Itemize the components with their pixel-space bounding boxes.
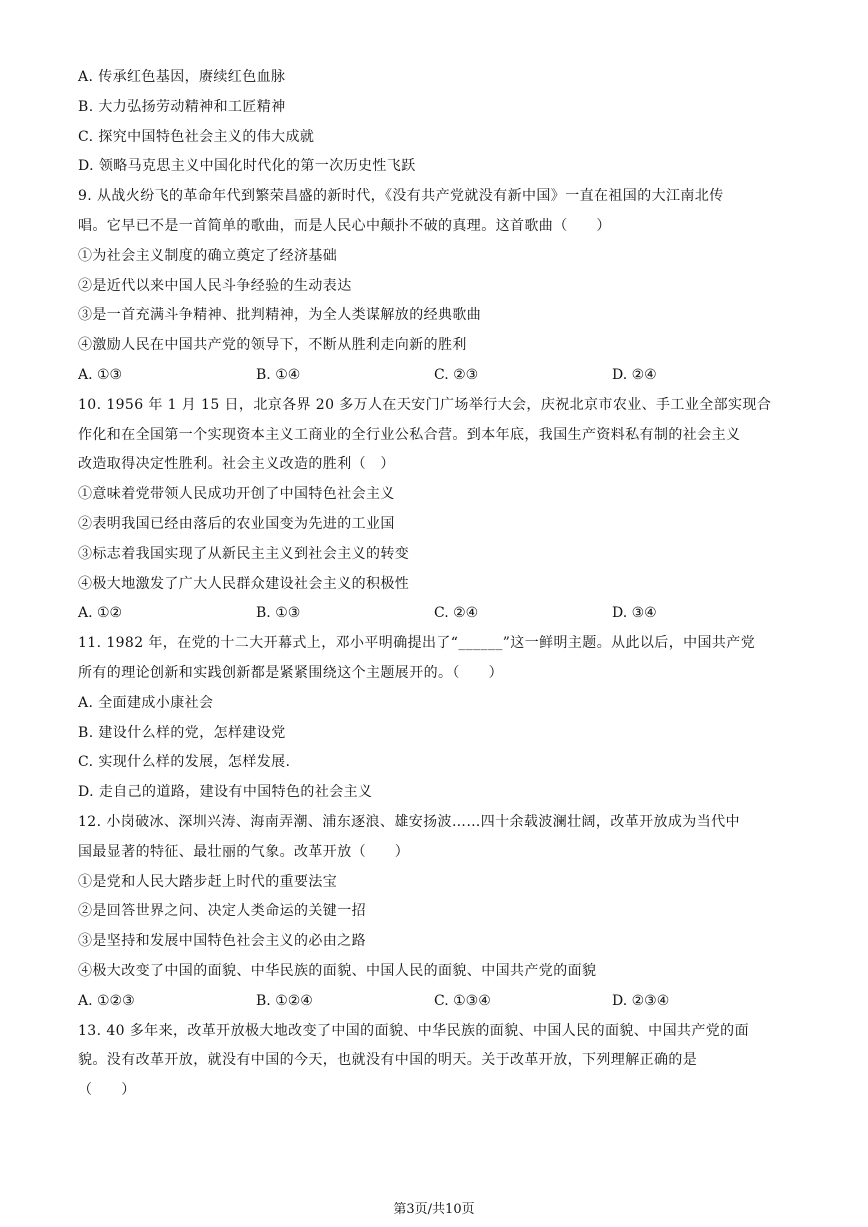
question-stem-line: 貌。没有改革开放，就没有中国的今天，也就没有中国的明天。关于改革开放，下列理解正确的是: [78, 1052, 698, 1069]
statement-3: ③标志着我国实现了从新民主主义到社会主义的转变: [78, 545, 410, 562]
choice-c: C. ②③: [434, 366, 479, 383]
question-stem-line: 唱。它早已不是一首简单的歌曲，而是人民心中颠扑不破的真理。这首歌曲（ ）: [78, 217, 611, 234]
question-stem-line: 11. 1982 年，在党的十二大开幕式上，邓小平明确提出了“______”这一鲜明主题。从此以后，中国共产党: [78, 635, 756, 652]
statement-4: ④激励人民在中国共产党的领导下，不断从胜利走向新的胜利: [78, 337, 467, 354]
statement-4: ④极大地激发了广大人民群众建设社会主义的积极性: [78, 575, 410, 592]
statement-2: ②是近代以来中国人民斗争经验的生动表达: [78, 277, 352, 294]
statement-3: ③是坚持和发展中国特色社会主义的必由之路: [78, 933, 366, 950]
option-d: D. 领略马克思主义中国化时代化的第一次历史性飞跃: [78, 158, 416, 175]
question-stem-line: 所有的理论创新和实践创新都是紧紧围绕这个主题展开的。（ ）: [78, 664, 503, 681]
option-b: B. 建设什么样的党，怎样建设党: [78, 724, 286, 741]
option-a: A. 全面建成小康社会: [78, 694, 214, 711]
choice-b: B. ①②④: [256, 992, 313, 1009]
choice-b: B. ①③: [256, 605, 301, 622]
choice-a: A. ①②③: [78, 992, 135, 1009]
option-d: D. 走自己的道路，建设有中国特色的社会主义: [78, 784, 373, 801]
option-c: C. 探究中国特色社会主义的伟大成就: [78, 128, 315, 145]
choice-b: B. ①④: [256, 366, 301, 383]
question-13: [78, 1017, 794, 1106]
statement-1: ①为社会主义制度的确立奠定了经济基础: [78, 247, 338, 264]
exam-page: [78, 63, 794, 1106]
question-stem-line: 12. 小岗破冰、深圳兴涛、海南弄潮、浦东逐浪、雄安扬波……四十余载波澜壮阔，改革开放成为当代中: [78, 813, 740, 830]
answer-choices: [78, 361, 794, 391]
statement-1: ①意味着党带领人民成功开创了中国特色社会主义: [78, 486, 395, 503]
question-10: [78, 391, 794, 629]
option-a: A. 传承红色基因，赓续红色血脉: [78, 69, 286, 85]
question-stem-line: 作化和在全国第一个实现资本主义工商业的全行业公私合营。到本年底，我国生产资料私有制的社会主义: [78, 426, 741, 443]
statement-3: ③是一首充满斗争精神、批判精神，为全人类谋解放的经典歌曲: [78, 307, 482, 324]
choice-a: A. ①②: [78, 605, 123, 622]
statement-2: ②是回答世界之问、决定人类命运的关键一招: [78, 903, 366, 920]
question-stem-line: 9. 从战火纷飞的革命年代到繁荣昌盛的新时代，《没有共产党就没有新中国》一直在祖国的大江南北传: [78, 188, 724, 205]
choice-a: A. ①③: [78, 366, 123, 383]
option-b: B. 大力弘扬劳动精神和工匠精神: [78, 98, 286, 115]
question-stem-line: 13. 40 多年来，改革开放极大地改变了中国的面貌、中华民族的面貌、中国人民的面貌、中国共产党的面: [78, 1022, 749, 1039]
question-stem-line: 10. 1956 年 1 月 15 日，北京各界 20 多万人在天安门广场举行大会，庆祝北京市农业、手工业全部实现合: [78, 396, 772, 413]
choice-d: D. ②③④: [612, 992, 670, 1009]
answer-choices: [78, 987, 794, 1017]
choice-d: D. ②④: [612, 366, 657, 383]
choice-c: C. ①③④: [434, 992, 491, 1009]
statement-4: ④极大改变了中国的面貌、中华民族的面貌、中国人民的面貌、中国共产党的面貌: [78, 962, 597, 979]
option-c: C. 实现什么样的发展，怎样发展.: [78, 754, 291, 771]
question-stem-line: 国最显著的特征、最壮丽的气象。改革开放（ ）: [78, 843, 410, 860]
choice-c: C. ②④: [434, 605, 479, 622]
statement-2: ②表明我国已经由落后的农业国变为先进的工业国: [78, 515, 395, 532]
choice-d: D. ③④: [612, 605, 657, 622]
page-number: 第3页/共10页: [393, 1202, 475, 1217]
answer-choices: [78, 599, 794, 629]
question-stem-line: （ ）: [78, 1082, 136, 1099]
question-stem-line: 改造取得决定性胜利。社会主义改造的胜利（ ）: [78, 456, 395, 473]
question-11: [78, 629, 794, 808]
question-12: [78, 808, 794, 1017]
statement-1: ①是党和人民大踏步赶上时代的重要法宝: [78, 873, 338, 890]
question-9: [78, 182, 794, 391]
question-8-options: [78, 63, 794, 182]
